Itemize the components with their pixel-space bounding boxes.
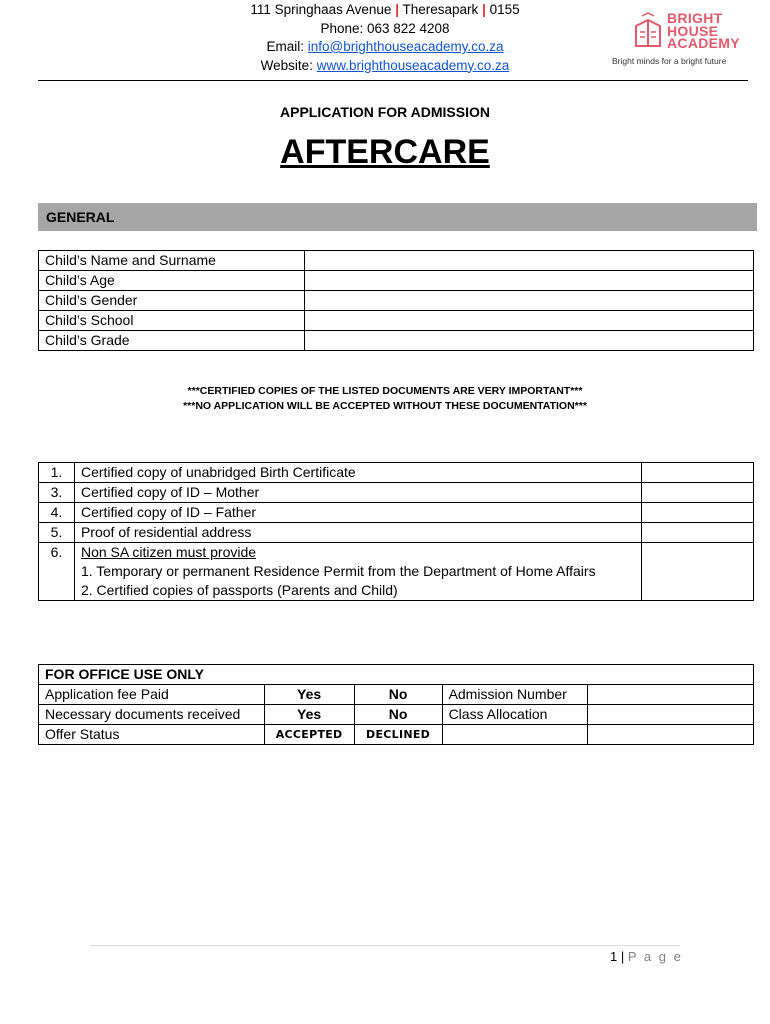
item-number: 6. bbox=[39, 543, 75, 601]
class-allocation-field[interactable] bbox=[588, 705, 754, 725]
table-row bbox=[39, 251, 754, 271]
logo-line-1: BRIGHT bbox=[667, 10, 723, 26]
checklist-cell[interactable] bbox=[642, 543, 754, 601]
logo-wordmark bbox=[667, 12, 740, 50]
table-row bbox=[39, 705, 754, 725]
address-street: 111 Springhaas Avenue bbox=[250, 2, 392, 17]
child-school-field[interactable] bbox=[304, 311, 753, 331]
separator: | bbox=[482, 2, 486, 17]
section-heading: GENERAL bbox=[46, 209, 115, 225]
field-label: Admission Number bbox=[442, 685, 588, 705]
item-number: 5. bbox=[39, 523, 75, 543]
item-text: Certified copy of ID – Father bbox=[74, 503, 641, 523]
item-subpoint: 2. Certified copies of passports (Parents and Child) bbox=[80, 582, 398, 598]
table-row bbox=[39, 271, 754, 291]
option-no[interactable]: No bbox=[354, 685, 442, 705]
notice-line-1: ***CERTIFIED COPIES OF THE LISTED DOCUMENTS ARE VERY IMPORTANT*** bbox=[187, 385, 583, 397]
item-number: 3. bbox=[39, 483, 75, 503]
footer-separator: | bbox=[620, 949, 625, 964]
field-label: Application fee Paid bbox=[39, 685, 265, 705]
logo-line-3: ACADEMY bbox=[667, 35, 740, 51]
option-yes[interactable]: Yes bbox=[264, 685, 354, 705]
field-label: Child’s Gender bbox=[39, 291, 305, 311]
separator: | bbox=[395, 2, 399, 17]
book-house-icon bbox=[630, 12, 666, 50]
child-gender-field[interactable] bbox=[304, 291, 753, 311]
checklist-cell[interactable] bbox=[642, 463, 754, 483]
child-age-field[interactable] bbox=[304, 271, 753, 291]
option-declined[interactable]: DECLINED bbox=[354, 725, 442, 745]
website-link[interactable]: www.brighthouseacademy.co.za bbox=[316, 57, 510, 73]
checklist-cell[interactable] bbox=[642, 523, 754, 543]
field-label: Child’s School bbox=[39, 311, 305, 331]
table-row bbox=[39, 685, 754, 705]
section-header-general bbox=[38, 203, 757, 231]
table-row bbox=[39, 665, 754, 685]
field-label: Child’s Grade bbox=[39, 331, 305, 351]
page-number: 1 bbox=[610, 949, 618, 964]
school-logo bbox=[610, 10, 760, 70]
email-link[interactable]: info@brighthouseacademy.co.za bbox=[307, 39, 504, 54]
table-row bbox=[39, 523, 754, 543]
table-row bbox=[39, 725, 754, 745]
notice-line-2: ***NO APPLICATION WILL BE ACCEPTED WITHOUT THESE DOCUMENTATION*** bbox=[183, 400, 587, 412]
item-text: Certified copy of unabridged Birth Certificate bbox=[74, 463, 641, 483]
option-accepted[interactable]: ACCEPTED bbox=[264, 725, 354, 745]
option-yes[interactable]: Yes bbox=[264, 705, 354, 725]
table-row bbox=[39, 463, 754, 483]
item-text bbox=[74, 543, 641, 601]
empty-cell bbox=[588, 725, 754, 745]
table-row bbox=[39, 311, 754, 331]
address-line bbox=[200, 1, 570, 20]
page-label: P a g e bbox=[627, 949, 683, 964]
office-use-table bbox=[38, 664, 754, 745]
school-contact-block bbox=[200, 1, 570, 75]
form-title: AFTERCARE bbox=[280, 133, 490, 171]
field-label: Offer Status bbox=[39, 725, 265, 745]
address-area: Theresapark bbox=[402, 2, 479, 17]
checklist-cell[interactable] bbox=[642, 503, 754, 523]
general-info-table bbox=[38, 250, 754, 351]
item-number: 4. bbox=[39, 503, 75, 523]
table-row bbox=[39, 503, 754, 523]
child-name-field[interactable] bbox=[304, 251, 753, 271]
item-text: Proof of residential address bbox=[74, 523, 641, 543]
email-label: Email: bbox=[266, 39, 304, 54]
field-label: Child’s Name and Surname bbox=[39, 251, 305, 271]
empty-cell bbox=[442, 725, 588, 745]
item-text: Certified copy of ID – Mother bbox=[74, 483, 641, 503]
child-grade-field[interactable] bbox=[304, 331, 753, 351]
header-divider bbox=[38, 80, 748, 81]
item-heading: Non SA citizen must provide bbox=[80, 544, 257, 560]
table-row bbox=[39, 543, 754, 601]
documents-checklist-table bbox=[38, 462, 754, 601]
admission-number-field[interactable] bbox=[588, 685, 754, 705]
checklist-cell[interactable] bbox=[642, 483, 754, 503]
form-subtitle: APPLICATION FOR ADMISSION bbox=[280, 104, 490, 120]
address-code: 0155 bbox=[489, 2, 520, 17]
website-label: Website: bbox=[260, 57, 313, 73]
documents-notice bbox=[0, 384, 770, 414]
option-no[interactable]: No bbox=[354, 705, 442, 725]
website-line bbox=[200, 57, 570, 76]
footer-divider bbox=[90, 945, 680, 946]
table-row bbox=[39, 483, 754, 503]
field-label: Child’s Age bbox=[39, 271, 305, 291]
field-label: Class Allocation bbox=[442, 705, 588, 725]
logo-tagline: Bright minds for a bright future bbox=[612, 56, 727, 66]
table-row bbox=[39, 331, 754, 351]
office-use-heading: FOR OFFICE USE ONLY bbox=[39, 665, 754, 685]
page-footer bbox=[610, 949, 683, 964]
email-line bbox=[200, 38, 570, 57]
table-row bbox=[39, 291, 754, 311]
logo-line-2: HOUSE bbox=[667, 22, 719, 39]
item-number: 1. bbox=[39, 463, 75, 483]
field-label: Necessary documents received bbox=[39, 705, 265, 725]
phone-line: Phone: 063 822 4208 bbox=[320, 20, 450, 36]
item-subpoint: 1. Temporary or permanent Residence Permit from the Department of Home Affairs bbox=[80, 563, 596, 579]
